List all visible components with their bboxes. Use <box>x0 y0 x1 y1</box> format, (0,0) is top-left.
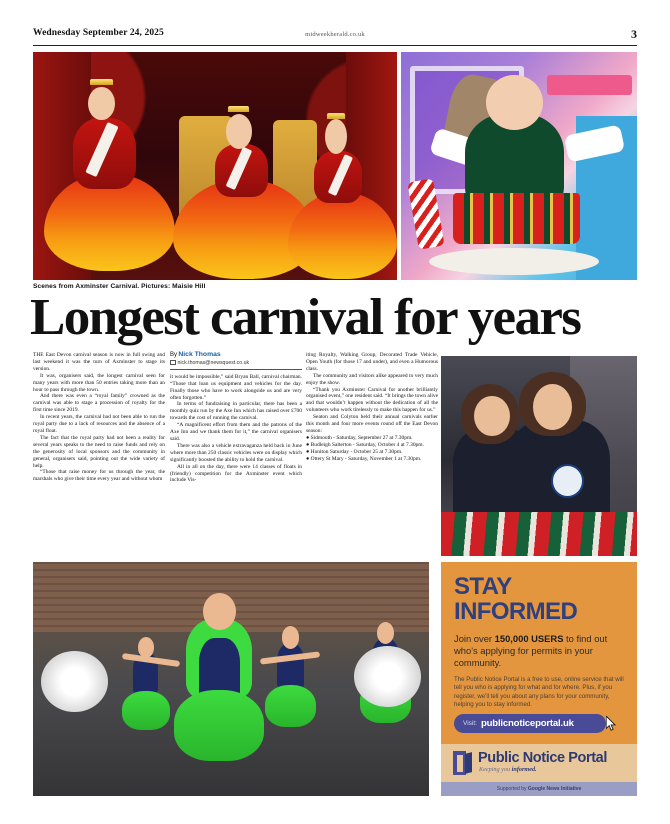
article-paragraph: In terms of fundraising in particular, there has been a monthly quiz run by the Axe Inn which has raised over £700 towards the cost of running the carnival. <box>170 401 302 422</box>
event-list-item: ● Ottery St Mary - Saturday, November 1 at 7.30pm. <box>306 455 422 462</box>
article-column-1 <box>33 352 165 483</box>
ad-sub-pre: Join over <box>454 633 495 644</box>
article-paragraph: “Those that raise money for us through the year, the marshals who give their time every year and without whom <box>33 469 165 483</box>
masthead <box>33 28 637 46</box>
article-column-2 <box>170 352 302 484</box>
supported-band <box>441 782 637 796</box>
masthead-rule <box>33 45 637 46</box>
supported-bold: Google News Initiative <box>527 786 582 792</box>
envelope-icon <box>170 360 176 365</box>
byline-prefix: By <box>170 352 178 358</box>
article-paragraph: In recent years, the carnival had not been able to run the royal party due to a lack of resources and the absence of a royal float. <box>33 414 165 434</box>
portal-tagline-bold: informed. <box>511 766 537 773</box>
byline-author: Nick Thomas <box>178 351 221 358</box>
two-girls-photo <box>441 356 637 556</box>
article-paragraph: All in all on the day, there were 14 classes of floats in (friendly) competition for the Axminster event which include Vis- <box>170 463 302 484</box>
ad-sub-bold: 150,000 USERS <box>494 633 564 644</box>
portal-tagline-pre: Keeping you <box>479 766 512 773</box>
article-paragraph: iting Royalty, Walking Group, Decorated Trade Vehicle, Open Youth (for those 17 and under), and even a Humorous class. <box>306 352 438 372</box>
ad-content <box>454 574 625 709</box>
portal-door-icon <box>453 751 472 775</box>
byline <box>170 352 302 370</box>
article-paragraph: There was also a vehicle extravaganza held back in June where more than 250 classic vehicles were on display which significantly boosted the ability to hold the carnival. <box>170 442 302 463</box>
masthead-date: Wednesday September 24, 2025 <box>33 28 164 38</box>
article-paragraph: And there was even a “royal family” crowned as the carnival was able to stage a procession of royalty for the first time since 2019. <box>33 393 165 414</box>
supported-pre: Supported by <box>496 786 528 792</box>
majorettes-photo <box>33 562 429 796</box>
ad-subheading <box>454 633 625 669</box>
article-paragraph: “Thank you Axminster Carnival for another brilliantly organised event,” one resident said. “It brings the town alive and that wouldn’t happen without the dedication of all the volunteers who work tirelessly to make this happen for us.” <box>306 386 438 414</box>
visit-button[interactable] <box>454 714 606 733</box>
article-paragraph: “A magnificent effort from them and the patrons of the Axe Inn and we thank them for it,” the carnival organisers said. <box>170 422 302 442</box>
masthead-website: midweekherald.co.uk <box>305 31 365 38</box>
visit-label: Visit: <box>463 720 477 727</box>
event-list-item: ● Budleigh Salterton - Saturday, October 4 at 7.30pm. <box>306 441 424 448</box>
article-paragraph: it would be impossible,” said Bryan Ball, carnival chairman. “Those that loan us equipment and vehicles for the day. Finally those who have to work alongside us and are very often forgotten.” <box>170 373 302 401</box>
advertisement[interactable] <box>441 562 637 796</box>
christmas-elf-photo <box>401 52 637 280</box>
article-paragraph: Seaton and Colyton held their annual carnivals earlier this month and four more events round off the East Devon season: <box>306 414 438 434</box>
article-column-3 <box>306 352 438 463</box>
page-title: Longest carnival for years <box>30 289 581 346</box>
page-number: 3 <box>631 27 637 41</box>
event-list-item: ● Sidmouth - Saturday, September 27 at 7.30pm. <box>306 434 413 441</box>
photo-caption: Scenes from Axminster Carnival. Pictures: Maisie Hill <box>33 283 206 290</box>
carnival-royalty-photo <box>33 52 397 280</box>
ad-headline-line2: INFORMED <box>454 598 578 625</box>
visit-url: publicnoticeportal.uk <box>480 718 574 729</box>
byline-rule <box>170 369 302 370</box>
event-list-item: ● Honiton Saturday - October 25 at 7.30pm. <box>306 448 403 455</box>
mouse-cursor-icon <box>606 716 617 732</box>
article-paragraph: The fact that the royal party had not been a reality for several years speaks to the need to raise funds and rely on the generosity of local sponsors and the community in general, organisers said, pointing out the wide variety of help. <box>33 434 165 469</box>
byline-email[interactable]: nick.thomas@newsquest.co.uk <box>177 359 250 366</box>
article-paragraph: THE East Devon carnival season is now in full swing and last weekend it was the turn of Axminster to stage its version. <box>33 352 165 372</box>
article-paragraph: It was, organisers said, the longest carnival seen for many years with more than 50 entries taking more than an hour to pass through the town. <box>33 372 165 393</box>
ad-body-text: The Public Notice Portal is a free to use, online service that will tell you who is applying for what and for where. Plus, if you register, we'll tell you about any plans for your community, helping you to stay informed. <box>454 676 624 708</box>
byline-email-row <box>170 360 302 367</box>
portal-tagline <box>479 766 537 773</box>
supported-text <box>497 786 582 792</box>
ad-headline-line1: STAY <box>454 573 512 600</box>
portal-logo-text: Public Notice Portal <box>478 750 607 766</box>
ad-sub-post: to find out who's applying for permits in your community. <box>454 633 608 668</box>
article-paragraph: The community and visitors alike appeared to very much enjoy the show. <box>306 372 438 386</box>
